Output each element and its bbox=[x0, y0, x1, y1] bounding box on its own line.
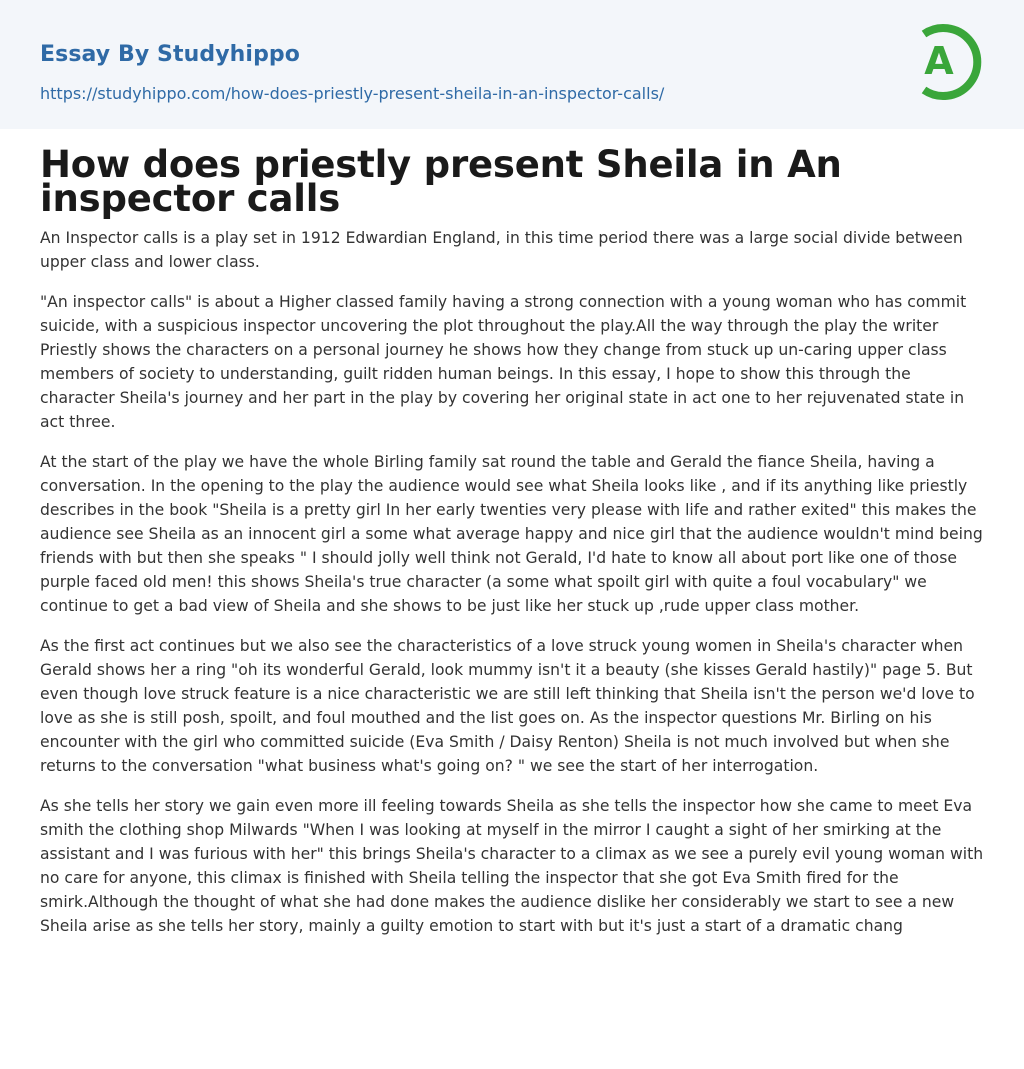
essay-content bbox=[0, 129, 1024, 938]
page-url-link[interactable]: https://studyhippo.com/how-does-priestly-present-sheila-in-an-inspector-calls/ bbox=[40, 84, 665, 103]
logo-letter: A bbox=[924, 39, 954, 83]
essay-paragraph: As she tells her story we gain even more ill feeling towards Sheila as she tells the inspector how she came to meet Eva smith the clothing shop Milwards "When I was looking at myself in the mirror I caught a sight of her smirking at the assistant and I was furious with her" this brings Sheila's character to a climax as we see a purely evil young woman with no care for anyone, this climax is finished with Sheila telling the inspector that she got Eva Smith fired for the smirk.Although the thought of what she had done makes the audience dislike her considerably we start to see a new Sheila arise as she tells her story, mainly a guilty emotion to start with but it's just a start of a dramatic chang bbox=[40, 797, 984, 935]
essay-paragraph: "An inspector calls" is about a Higher classed family having a strong connection with a young woman who has commit suicide, with a suspicious inspector uncovering the plot throughout the play.All the way through the play the writer Priestly shows the characters on a personal journey he shows how they change from stuck up un-caring upper class members of society to understanding, guilt ridden human beings. In this essay, I hope to show this through the character Sheila's journey and her part in the play by covering her original state in act one to her rejuvenated state in act three. bbox=[40, 293, 967, 431]
essay-paragraph: An Inspector calls is a play set in 1912 Edwardian England, in this time period there was a large social divide between upper class and lower class. bbox=[40, 229, 963, 271]
essay-title: How does priestly present Sheila in An inspector calls bbox=[40, 143, 842, 220]
site-header bbox=[0, 0, 1024, 129]
essay-paragraph: As the first act continues but we also see the characteristics of a love struck young women in Sheila's character when Gerald shows her a ring "oh its wonderful Gerald, look mummy isn't it a beauty (she kisses Gerald hastily)" page 5. But even though love struck feature is a nice characteristic we are still left thinking that Sheila isn't the person we'd love to love as she is still posh, spoilt, and foul mouthed and the list goes on. As the inspector questions Mr. Birling on his encounter with the girl who committed suicide (Eva Smith / Daisy Renton) Sheila is not much involved but when she returns to the conversation "what business what's going on? " we see the start of her interrogation. bbox=[40, 637, 975, 775]
studyhippo-logo-icon[interactable] bbox=[908, 18, 988, 106]
site-brand[interactable]: Essay By Studyhippo bbox=[40, 42, 300, 67]
essay-paragraph: At the start of the play we have the whole Birling family sat round the table and Gerald the fiance Sheila, having a conversation. In the opening to the play the audience would see what Sheila looks like , and if its anything like priestly describes in the book "Sheila is a pretty girl In her early twenties very please with life and rather exited" this makes the audience see Sheila as an innocent girl a some what average happy and nice girl that the audience wouldn't mind being friends with but then she speaks " I should jolly well think not Gerald, I'd hate to know all about port like one of those purple faced old men! this shows Sheila's true character (a some what spoilt girl with quite a foul vocabulary" we continue to get a bad view of Sheila and she shows to be just like her stuck up ,rude upper class mother. bbox=[40, 453, 983, 615]
